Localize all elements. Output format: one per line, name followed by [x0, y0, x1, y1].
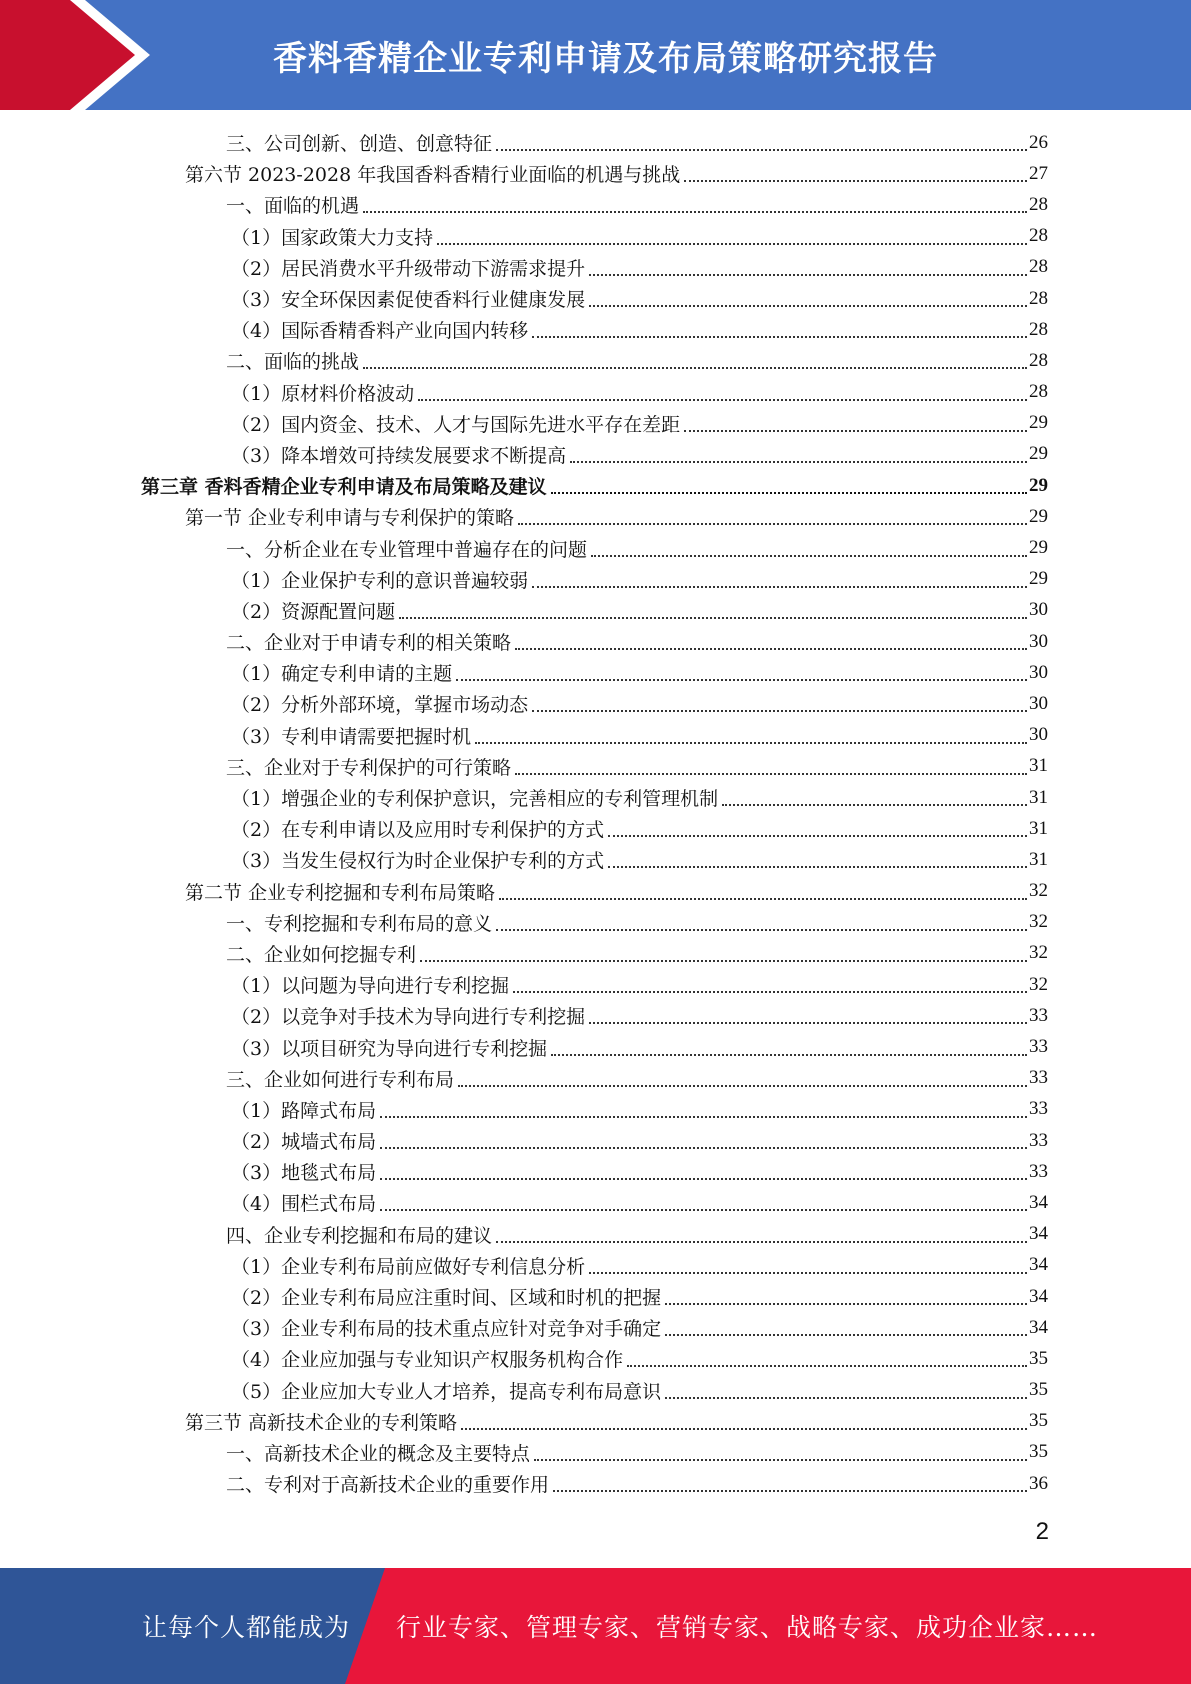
toc-entry[interactable]: [0, 1406, 1191, 1437]
footer-slogan-right: 行业专家、管理专家、营销专家、战略专家、成功企业家……: [396, 1613, 1099, 1642]
toc-entry-page: 30: [1029, 692, 1048, 714]
toc-dot-leader: [532, 709, 1027, 712]
toc-entry-title: （4）围栏式布局: [231, 1189, 378, 1216]
toc-dot-leader: [553, 1489, 1027, 1492]
toc-entry[interactable]: [0, 657, 1191, 688]
toc-entry[interactable]: [0, 532, 1191, 563]
toc-dot-leader: [665, 1333, 1027, 1336]
toc-entry-title: （1）增强企业的专利保护意识，完善相应的专利管理机制: [231, 784, 720, 811]
toc-entry-title: （4）国际香精香料产业向国内转移: [231, 316, 530, 343]
toc-entry-title: （2）居民消费水平升级带动下游需求提升: [231, 254, 587, 281]
toc-entry[interactable]: [0, 470, 1191, 501]
toc-dot-leader: [380, 1115, 1027, 1118]
toc-entry-page: 28: [1029, 318, 1048, 340]
page-header: [0, 0, 1191, 110]
toc-entry[interactable]: [0, 938, 1191, 969]
toc-entry-title: （2）资源配置问题: [231, 597, 397, 624]
toc-entry-title: （1）国家政策大力支持: [231, 223, 435, 250]
toc-entry-page: 30: [1029, 724, 1048, 746]
toc-entry[interactable]: [0, 1250, 1191, 1281]
toc-dot-leader: [722, 803, 1027, 806]
toc-entry[interactable]: [0, 283, 1191, 314]
toc-dot-leader: [534, 1458, 1027, 1461]
toc-entry[interactable]: [0, 1031, 1191, 1062]
toc-dot-leader: [665, 1396, 1027, 1399]
toc-entry-page: 33: [1029, 1067, 1048, 1089]
toc-dot-leader: [532, 335, 1027, 338]
toc-entry-page: 34: [1029, 1316, 1048, 1338]
toc-entry-title: 一、面临的机遇: [226, 191, 361, 218]
toc-dot-leader: [515, 772, 1027, 775]
toc-dot-leader: [570, 460, 1027, 463]
toc-entry-title: 一、高新技术企业的概念及主要特点: [226, 1439, 532, 1466]
toc-entry-page: 27: [1029, 162, 1048, 184]
toc-entry-title: （1）企业专利布局前应做好专利信息分析: [231, 1252, 587, 1279]
toc-entry-page: 36: [1029, 1472, 1048, 1494]
toc-entry-page: 29: [1029, 568, 1048, 590]
toc-entry-title: 三、公司创新、创造、创意特征: [226, 129, 494, 156]
toc-entry-page: 29: [1029, 443, 1048, 465]
toc-entry[interactable]: [0, 1156, 1191, 1187]
toc-entry-title: 第六节 2023-2028 年我国香料香精行业面临的机遇与挑战: [185, 160, 682, 187]
toc-dot-leader: [456, 678, 1027, 681]
toc-dot-leader: [589, 1271, 1027, 1274]
toc-entry[interactable]: [0, 439, 1191, 470]
toc-dot-leader: [518, 522, 1027, 525]
page-number: 2: [1035, 1518, 1049, 1545]
page-footer: [0, 1568, 1191, 1684]
toc-entry-page: 29: [1029, 505, 1048, 527]
toc-entry-title: （1）以问题为导向进行专利挖掘: [231, 971, 511, 998]
toc-entry-page: 33: [1029, 1036, 1048, 1058]
toc-entry-title: （4）企业应加强与专业知识产权服务机构合作: [231, 1345, 625, 1372]
toc-entry-title: （3）安全环保因素促使香料行业健康发展: [231, 285, 587, 312]
toc-entry[interactable]: [0, 377, 1191, 408]
toc-entry-title: （2）在专利申请以及应用时专利保护的方式: [231, 815, 606, 842]
toc-dot-leader: [458, 1084, 1027, 1087]
toc-entry[interactable]: [0, 1375, 1191, 1406]
toc-entry-page: 35: [1029, 1347, 1048, 1369]
toc-entry-page: 33: [1029, 1098, 1048, 1120]
toc-entry[interactable]: [0, 564, 1191, 595]
toc-entry[interactable]: [0, 751, 1191, 782]
toc-entry-page: 28: [1029, 381, 1048, 403]
toc-entry-title: （3）专利申请需要把握时机: [231, 722, 473, 749]
toc-dot-leader: [499, 897, 1027, 900]
toc-dot-leader: [684, 429, 1027, 432]
toc-entry-title: 四、企业专利挖掘和布局的建议: [226, 1221, 494, 1248]
toc-entry[interactable]: [0, 907, 1191, 938]
toc-entry[interactable]: [0, 595, 1191, 626]
toc-dot-leader: [496, 148, 1027, 151]
toc-entry-page: 35: [1029, 1441, 1048, 1463]
toc-dot-leader: [591, 554, 1027, 557]
toc-entry[interactable]: [0, 1000, 1191, 1031]
toc-entry[interactable]: [0, 345, 1191, 376]
toc-dot-leader: [532, 585, 1027, 588]
toc-entry-page: 33: [1029, 1129, 1048, 1151]
toc-entry-page: 29: [1029, 474, 1048, 496]
toc-entry-title: （3）企业专利布局的技术重点应针对竞争对手确定: [231, 1314, 663, 1341]
toc-dot-leader: [608, 865, 1027, 868]
toc-entry-title: （3）当发生侵权行为时企业保护专利的方式: [231, 846, 606, 873]
toc-entry-page: 30: [1029, 630, 1048, 652]
toc-dot-leader: [665, 1302, 1027, 1305]
toc-entry[interactable]: [0, 501, 1191, 532]
toc-entry[interactable]: [0, 314, 1191, 345]
toc-entry-page: 31: [1029, 817, 1048, 839]
toc-dot-leader: [461, 1427, 1027, 1430]
toc-entry-page: 31: [1029, 755, 1048, 777]
toc-entry-page: 28: [1029, 349, 1048, 371]
toc-dot-leader: [515, 647, 1027, 650]
toc-entry[interactable]: [0, 1219, 1191, 1250]
toc-entry-title: （1）企业保护专利的意识普遍较弱: [231, 566, 530, 593]
toc-entry-page: 29: [1029, 537, 1048, 559]
toc-entry-title: 第三章 香料香精企业专利申请及布局策略及建议: [141, 472, 549, 499]
toc-entry-page: 30: [1029, 599, 1048, 621]
toc-dot-leader: [684, 179, 1027, 182]
toc-entry[interactable]: [0, 844, 1191, 875]
toc-entry-page: 34: [1029, 1285, 1048, 1307]
toc-dot-leader: [380, 1146, 1027, 1149]
toc-entry[interactable]: [0, 876, 1191, 907]
toc-dot-leader: [363, 366, 1027, 369]
toc-entry-page: 35: [1029, 1379, 1048, 1401]
toc-entry-title: 三、企业对于专利保护的可行策略: [226, 753, 513, 780]
report-title: 香料香精企业专利申请及布局策略研究报告: [273, 38, 938, 79]
toc-dot-leader: [475, 741, 1027, 744]
toc-entry[interactable]: [0, 221, 1191, 252]
table-of-contents: [0, 127, 1191, 1499]
toc-entry-title: （1）确定专利申请的主题: [231, 659, 454, 686]
toc-dot-leader: [496, 1240, 1027, 1243]
toc-dot-leader: [589, 273, 1027, 276]
toc-dot-leader: [380, 1208, 1027, 1211]
toc-entry-page: 29: [1029, 412, 1048, 434]
toc-entry-title: 二、企业对于申请专利的相关策略: [226, 628, 513, 655]
toc-entry-title: （2）分析外部环境，掌握市场动态: [231, 690, 530, 717]
toc-entry[interactable]: [0, 252, 1191, 283]
toc-entry[interactable]: [0, 1437, 1191, 1468]
toc-entry-page: 28: [1029, 193, 1048, 215]
toc-entry[interactable]: [0, 1468, 1191, 1499]
toc-entry-page: 28: [1029, 256, 1048, 278]
toc-entry[interactable]: [0, 189, 1191, 220]
toc-entry[interactable]: [0, 626, 1191, 657]
toc-entry-title: （2）城墙式布局: [231, 1127, 378, 1154]
toc-entry-page: 33: [1029, 1004, 1048, 1026]
toc-entry-page: 28: [1029, 225, 1048, 247]
toc-entry-page: 31: [1029, 848, 1048, 870]
toc-entry-page: 32: [1029, 880, 1048, 902]
toc-entry-page: 26: [1029, 131, 1048, 153]
toc-dot-leader: [496, 928, 1027, 931]
toc-entry-page: 34: [1029, 1223, 1048, 1245]
toc-entry-page: 30: [1029, 661, 1048, 683]
toc-entry-title: （3）以项目研究为导向进行专利挖掘: [231, 1034, 549, 1061]
toc-entry[interactable]: [0, 1281, 1191, 1312]
toc-dot-leader: [418, 398, 1027, 401]
toc-entry-title: 第三节 高新技术企业的专利策略: [185, 1408, 459, 1435]
toc-entry-page: 32: [1029, 942, 1048, 964]
toc-entry[interactable]: [0, 782, 1191, 813]
toc-entry-title: （5）企业应加大专业人才培养，提高专利布局意识: [231, 1377, 663, 1404]
toc-entry-page: 32: [1029, 973, 1048, 995]
toc-entry-title: 二、企业如何挖掘专利: [226, 940, 418, 967]
toc-dot-leader: [399, 616, 1027, 619]
toc-entry[interactable]: [0, 969, 1191, 1000]
toc-dot-leader: [627, 1364, 1027, 1367]
toc-entry-title: （3）地毯式布局: [231, 1158, 378, 1185]
toc-entry[interactable]: [0, 813, 1191, 844]
toc-entry-page: 33: [1029, 1160, 1048, 1182]
toc-entry[interactable]: [0, 127, 1191, 158]
toc-entry-page: 31: [1029, 786, 1048, 808]
toc-entry-title: 二、面临的挑战: [226, 347, 361, 374]
toc-entry[interactable]: [0, 688, 1191, 719]
toc-dot-leader: [437, 242, 1027, 245]
toc-entry[interactable]: [0, 1343, 1191, 1374]
toc-entry-title: （1）原材料价格波动: [231, 379, 416, 406]
toc-entry-title: 三、企业如何进行专利布局: [226, 1065, 456, 1092]
toc-entry-title: 二、专利对于高新技术企业的重要作用: [226, 1470, 551, 1497]
toc-entry-title: 第二节 企业专利挖掘和专利布局策略: [185, 878, 497, 905]
toc-entry[interactable]: [0, 1312, 1191, 1343]
toc-entry[interactable]: [0, 408, 1191, 439]
toc-dot-leader: [380, 1177, 1027, 1180]
toc-dot-leader: [551, 1053, 1027, 1056]
toc-dot-leader: [513, 990, 1027, 993]
toc-dot-leader: [589, 1021, 1027, 1024]
toc-dot-leader: [363, 210, 1027, 213]
toc-entry-title: 一、专利挖掘和专利布局的意义: [226, 909, 494, 936]
toc-entry[interactable]: [0, 1187, 1191, 1218]
toc-entry-page: 32: [1029, 911, 1048, 933]
toc-entry-title: （3）降本增效可持续发展要求不断提高: [231, 441, 568, 468]
toc-entry-title: （2）以竞争对手技术为导向进行专利挖掘: [231, 1002, 587, 1029]
toc-dot-leader: [551, 491, 1027, 494]
toc-entry-title: 第一节 企业专利申请与专利保护的策略: [185, 503, 516, 530]
toc-entry-title: （2）国内资金、技术、人才与国际先进水平存在差距: [231, 410, 682, 437]
toc-entry-page: 28: [1029, 287, 1048, 309]
toc-entry[interactable]: [0, 158, 1191, 189]
toc-entry[interactable]: [0, 720, 1191, 751]
toc-entry-title: （1）路障式布局: [231, 1096, 378, 1123]
footer-slogan-left: 让每个人都能成为: [142, 1613, 351, 1642]
toc-entry-page: 35: [1029, 1410, 1048, 1432]
toc-entry-title: 一、分析企业在专业管理中普遍存在的问题: [226, 535, 589, 562]
toc-dot-leader: [420, 959, 1027, 962]
toc-entry[interactable]: [0, 1125, 1191, 1156]
toc-dot-leader: [608, 834, 1027, 837]
toc-entry[interactable]: [0, 1063, 1191, 1094]
toc-entry-page: 34: [1029, 1254, 1048, 1276]
toc-dot-leader: [589, 304, 1027, 307]
toc-entry-title: （2）企业专利布局应注重时间、区域和时机的把握: [231, 1283, 663, 1310]
toc-entry[interactable]: [0, 1094, 1191, 1125]
toc-entry-page: 34: [1029, 1191, 1048, 1213]
